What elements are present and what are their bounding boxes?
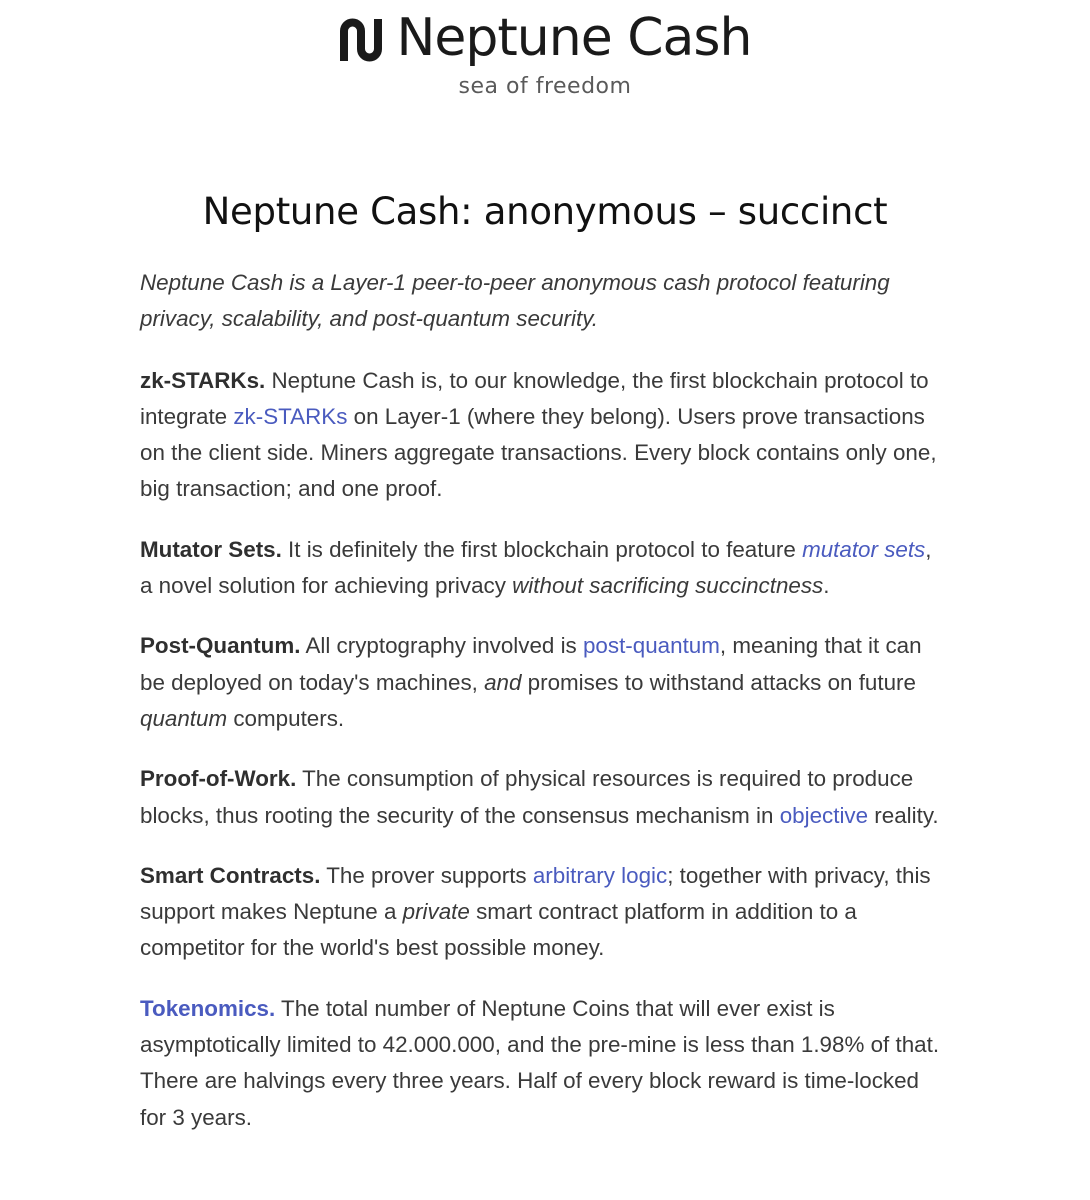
smart-contracts-paragraph bbox=[140, 858, 950, 967]
mutator-sets-text-1: It is definitely the first blockchain protocol to feature bbox=[281, 536, 803, 562]
proof-of-work-paragraph bbox=[140, 761, 950, 834]
brand[interactable] bbox=[0, 6, 1090, 70]
arbitrary-logic-link[interactable]: arbitrary logic bbox=[532, 862, 668, 888]
proof-of-work-text-1: The consumption of physical resources is required to produce blocks, thus rooting the security of the consensus mechanism in bbox=[140, 766, 914, 828]
article-content bbox=[140, 265, 950, 1160]
post-quantum-paragraph bbox=[140, 628, 950, 737]
smart-contracts-heading: Smart Contracts. bbox=[140, 862, 321, 888]
post-quantum-text-4: computers. bbox=[227, 705, 345, 731]
tokenomics-text: The total number of Neptune Coins that will ever exist is asymptotically limited to 42.000.000, and the pre-mine is less than 1.98% of that. There are halvings every three years. Half of every block reward is time-locked for 3 years. bbox=[140, 995, 940, 1130]
page-title: Neptune Cash: anonymous – succinct bbox=[202, 190, 888, 233]
post-quantum-emphasis-quantum: quantum bbox=[140, 705, 228, 731]
mutator-sets-text-2: , a novel solution for achieving privacy bbox=[140, 536, 932, 599]
brand-name: Neptune Cash bbox=[396, 8, 752, 68]
zk-starks-link[interactable]: zk-STARKs bbox=[233, 403, 348, 429]
zk-starks-paragraph bbox=[140, 363, 950, 508]
mutator-sets-heading: Mutator Sets. bbox=[140, 536, 282, 562]
post-quantum-text-3: promises to withstand attacks on future bbox=[521, 669, 916, 695]
post-quantum-heading: Post-Quantum. bbox=[140, 633, 301, 659]
tokenomics-paragraph bbox=[140, 991, 950, 1136]
neptune-logo-icon bbox=[339, 17, 383, 63]
proof-of-work-heading: Proof-of-Work. bbox=[140, 766, 297, 792]
mutator-sets-emphasis: without sacrificing succinctness bbox=[512, 573, 824, 599]
post-quantum-emphasis-and: and bbox=[484, 669, 522, 695]
smart-contracts-text-1: The prover supports bbox=[320, 862, 533, 888]
mutator-sets-link[interactable]: mutator sets bbox=[802, 536, 926, 562]
smart-contracts-text-2: ; together with privacy, this support makes Neptune a bbox=[140, 862, 931, 925]
smart-contracts-text-3: smart contract platform in addition to a competitor for the world's best possible money. bbox=[140, 899, 857, 961]
lead-paragraph: Neptune Cash is a Layer-1 peer-to-peer anonymous cash protocol featuring privacy, scalability, and post-quantum security. bbox=[140, 270, 890, 332]
proof-of-work-text-2: reality. bbox=[868, 802, 939, 828]
zk-starks-heading: zk-STARKs. bbox=[140, 367, 266, 393]
tagline: sea of freedom bbox=[458, 74, 632, 99]
post-quantum-link[interactable]: post-quantum bbox=[582, 633, 720, 659]
tokenomics-link[interactable]: Tokenomics. bbox=[140, 995, 276, 1021]
mutator-sets-paragraph bbox=[140, 532, 950, 605]
zk-starks-text-2: on Layer-1 (where they belong). Users prove transactions on the client side. Miners aggregate transactions. Every block contains only one, big transaction; and one proof. bbox=[140, 403, 937, 502]
mutator-sets-text-3: . bbox=[823, 573, 830, 599]
zk-starks-text-1: Neptune Cash is, to our knowledge, the first blockchain protocol to integrate bbox=[140, 367, 929, 429]
post-quantum-text-1: All cryptography involved is bbox=[300, 633, 583, 659]
smart-contracts-emphasis: private bbox=[402, 899, 470, 925]
post-quantum-text-2: , meaning that it can be deployed on today's machines, bbox=[140, 633, 922, 695]
objective-link[interactable]: objective bbox=[779, 802, 869, 828]
